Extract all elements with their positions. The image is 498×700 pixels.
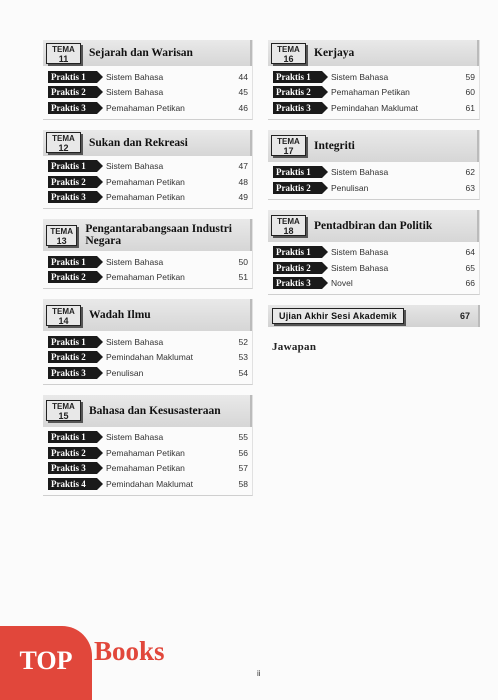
tema-number: 17 (283, 146, 294, 156)
praktis-label: Pemahaman Petikan (106, 176, 185, 187)
praktis-page: 52 (238, 336, 248, 347)
praktis-page: 58 (238, 478, 248, 489)
tema-label: TEMA (52, 134, 75, 143)
tema-header[interactable] (268, 210, 479, 242)
tema-number: 15 (58, 411, 69, 421)
praktis-page: 56 (238, 447, 248, 458)
tema-header[interactable] (268, 40, 479, 66)
tema-section (43, 40, 253, 120)
praktis-badge: Praktis 2 (48, 86, 97, 98)
praktis-badge: Praktis 1 (48, 256, 97, 268)
praktis-page: 49 (238, 192, 248, 203)
praktis-row[interactable] (273, 100, 479, 116)
praktis-row[interactable] (48, 174, 252, 190)
praktis-badge: Praktis 2 (273, 262, 322, 274)
page-number: ii (257, 669, 261, 678)
tema-number: 12 (58, 143, 69, 153)
praktis-label: Pemahaman Petikan (331, 87, 410, 98)
praktis-badge: Praktis 1 (48, 160, 97, 172)
tema-badge (46, 225, 77, 246)
tema-title: Integriti (314, 139, 355, 152)
tema-number: 11 (58, 53, 69, 64)
tema-label: TEMA (277, 217, 300, 226)
praktis-page: 61 (465, 102, 475, 113)
praktis-badge: Praktis 3 (273, 102, 322, 114)
praktis-row[interactable] (48, 350, 252, 366)
praktis-label: Sistem Bahasa (106, 336, 164, 347)
tema-section (268, 40, 480, 120)
praktis-badge: Praktis 1 (273, 71, 322, 83)
praktis-badge: Praktis 1 (48, 336, 97, 348)
praktis-list (268, 162, 479, 196)
praktis-badge: Praktis 1 (48, 431, 97, 443)
tema-label: TEMA (277, 137, 300, 146)
praktis-label: Pemahaman Petikan (106, 463, 185, 474)
praktis-page: 65 (465, 262, 475, 273)
praktis-label: Penulisan (331, 182, 369, 193)
tema-title: Wadah Ilmu (89, 309, 151, 321)
praktis-page: 48 (238, 176, 248, 187)
praktis-badge: Praktis 2 (48, 271, 97, 283)
tema-title: Bahasa dan Kesusasteraan (89, 404, 221, 417)
praktis-row[interactable] (48, 430, 252, 446)
tema-label: TEMA (277, 44, 300, 54)
praktis-badge: Praktis 3 (48, 367, 97, 379)
praktis-row[interactable] (48, 85, 252, 101)
praktis-label: Penulisan (106, 367, 144, 378)
tema-badge (46, 132, 81, 153)
tema-number: 13 (56, 235, 67, 246)
praktis-row[interactable] (48, 270, 252, 286)
praktis-page: 54 (238, 367, 248, 378)
tema-title: Kerjaya (314, 47, 355, 59)
praktis-list (43, 427, 252, 492)
tema-header[interactable] (43, 299, 252, 331)
tema-badge (271, 43, 306, 64)
praktis-page: 57 (238, 463, 248, 474)
tema-title: Pentadbiran dan Politik (314, 219, 433, 232)
praktis-page: 46 (238, 102, 248, 113)
praktis-list (43, 66, 252, 116)
praktis-badge: Praktis 1 (273, 246, 322, 258)
praktis-row[interactable] (273, 245, 479, 261)
ujian-akhir-row[interactable] (268, 305, 480, 327)
praktis-row[interactable] (48, 461, 252, 477)
praktis-label: Pemindahan Maklumat (331, 102, 418, 113)
right-column (268, 40, 480, 353)
praktis-badge: Praktis 3 (48, 191, 97, 203)
praktis-list (268, 66, 479, 116)
praktis-label: Novel (331, 278, 353, 289)
praktis-page: 50 (238, 256, 248, 267)
tema-header[interactable] (43, 40, 252, 66)
tema-section (43, 130, 253, 210)
praktis-label: Sistem Bahasa (106, 71, 164, 82)
praktis-label: Sistem Bahasa (106, 87, 164, 98)
praktis-page: 51 (238, 272, 248, 283)
praktis-label: Sistem Bahasa (331, 262, 389, 273)
praktis-badge: Praktis 2 (48, 351, 97, 363)
tema-section (43, 219, 253, 289)
praktis-row[interactable] (48, 254, 252, 270)
praktis-page: 66 (465, 278, 475, 289)
praktis-row[interactable] (48, 334, 252, 350)
tema-number: 16 (283, 53, 294, 64)
ujian-akhir-page: 67 (459, 311, 470, 321)
praktis-page: 53 (238, 352, 248, 363)
praktis-page: 59 (465, 71, 475, 82)
ujian-akhir-label: Ujian Akhir Sesi Akademik (272, 308, 404, 324)
praktis-badge: Praktis 1 (48, 71, 97, 83)
praktis-badge: Praktis 4 (48, 478, 97, 490)
praktis-row[interactable] (48, 69, 252, 85)
praktis-page: 47 (238, 161, 248, 172)
tema-header[interactable] (268, 130, 479, 162)
praktis-page: 63 (465, 182, 475, 193)
praktis-badge: Praktis 2 (48, 176, 97, 188)
tema-badge (46, 43, 81, 64)
tema-label: TEMA (50, 226, 73, 236)
logo-top-mark: TOP (0, 626, 92, 700)
praktis-list (43, 156, 252, 206)
praktis-badge: Praktis 1 (273, 166, 322, 178)
praktis-row[interactable] (273, 180, 479, 196)
praktis-list (43, 331, 252, 381)
tema-label: TEMA (52, 44, 75, 54)
praktis-row[interactable] (48, 100, 252, 116)
praktis-row[interactable] (273, 276, 479, 292)
praktis-badge: Praktis 3 (273, 277, 322, 289)
tema-badge (46, 305, 81, 326)
praktis-label: Sistem Bahasa (331, 247, 389, 258)
tema-section (43, 395, 253, 496)
praktis-row[interactable] (273, 260, 479, 276)
praktis-label: Pemahaman Petikan (106, 447, 185, 458)
praktis-badge: Praktis 3 (48, 462, 97, 474)
praktis-row[interactable] (273, 165, 479, 181)
tema-title: Sukan dan Rekreasi (89, 136, 188, 149)
tema-badge (271, 215, 306, 236)
tema-title: Sejarah dan Warisan (89, 47, 193, 59)
praktis-row[interactable] (48, 476, 252, 492)
tema-header[interactable] (43, 395, 252, 427)
praktis-list (268, 242, 479, 292)
praktis-label: Pemindahan Maklumat (106, 352, 193, 363)
praktis-list (43, 251, 252, 285)
tema-section (43, 299, 253, 385)
praktis-page: 55 (238, 432, 248, 443)
right-sections (268, 40, 480, 295)
praktis-label: Pemahaman Petikan (106, 102, 185, 113)
tema-header[interactable] (43, 130, 252, 156)
left-column (43, 40, 253, 506)
topbooks-logo (0, 612, 190, 700)
praktis-label: Sistem Bahasa (331, 71, 389, 82)
praktis-page: 60 (465, 87, 475, 98)
tema-number: 18 (283, 226, 294, 236)
praktis-badge: Praktis 2 (48, 447, 97, 459)
tema-badge (271, 135, 306, 156)
praktis-row[interactable] (48, 365, 252, 381)
praktis-label: Sistem Bahasa (106, 432, 164, 443)
tema-number: 14 (58, 315, 69, 326)
praktis-row[interactable] (48, 445, 252, 461)
jawapan-heading[interactable]: Jawapan (272, 341, 317, 353)
praktis-badge: Praktis 3 (48, 102, 97, 114)
praktis-badge: Praktis 2 (273, 86, 322, 98)
tema-label: TEMA (52, 306, 75, 316)
praktis-page: 44 (238, 71, 248, 82)
praktis-row[interactable] (48, 159, 252, 175)
logo-books-text: Books (94, 636, 165, 666)
praktis-label: Sistem Bahasa (106, 256, 164, 267)
praktis-label: Pemahaman Petikan (106, 192, 185, 203)
tema-badge (46, 400, 81, 421)
praktis-page: 45 (238, 87, 248, 98)
praktis-label: Sistem Bahasa (331, 167, 389, 178)
praktis-page: 62 (465, 167, 475, 178)
praktis-badge: Praktis 2 (273, 182, 322, 194)
tema-header[interactable] (43, 219, 252, 251)
tema-section (268, 210, 480, 296)
tema-label: TEMA (52, 402, 75, 411)
tema-title: Pengantarabangsaan Industri Negara (85, 223, 232, 247)
praktis-label: Pemahaman Petikan (106, 272, 185, 283)
praktis-label: Pemindahan Maklumat (106, 478, 193, 489)
praktis-label: Sistem Bahasa (106, 161, 164, 172)
praktis-row[interactable] (273, 69, 479, 85)
praktis-row[interactable] (273, 85, 479, 101)
tema-section (268, 130, 480, 200)
praktis-page: 64 (465, 247, 475, 258)
praktis-row[interactable] (48, 190, 252, 206)
